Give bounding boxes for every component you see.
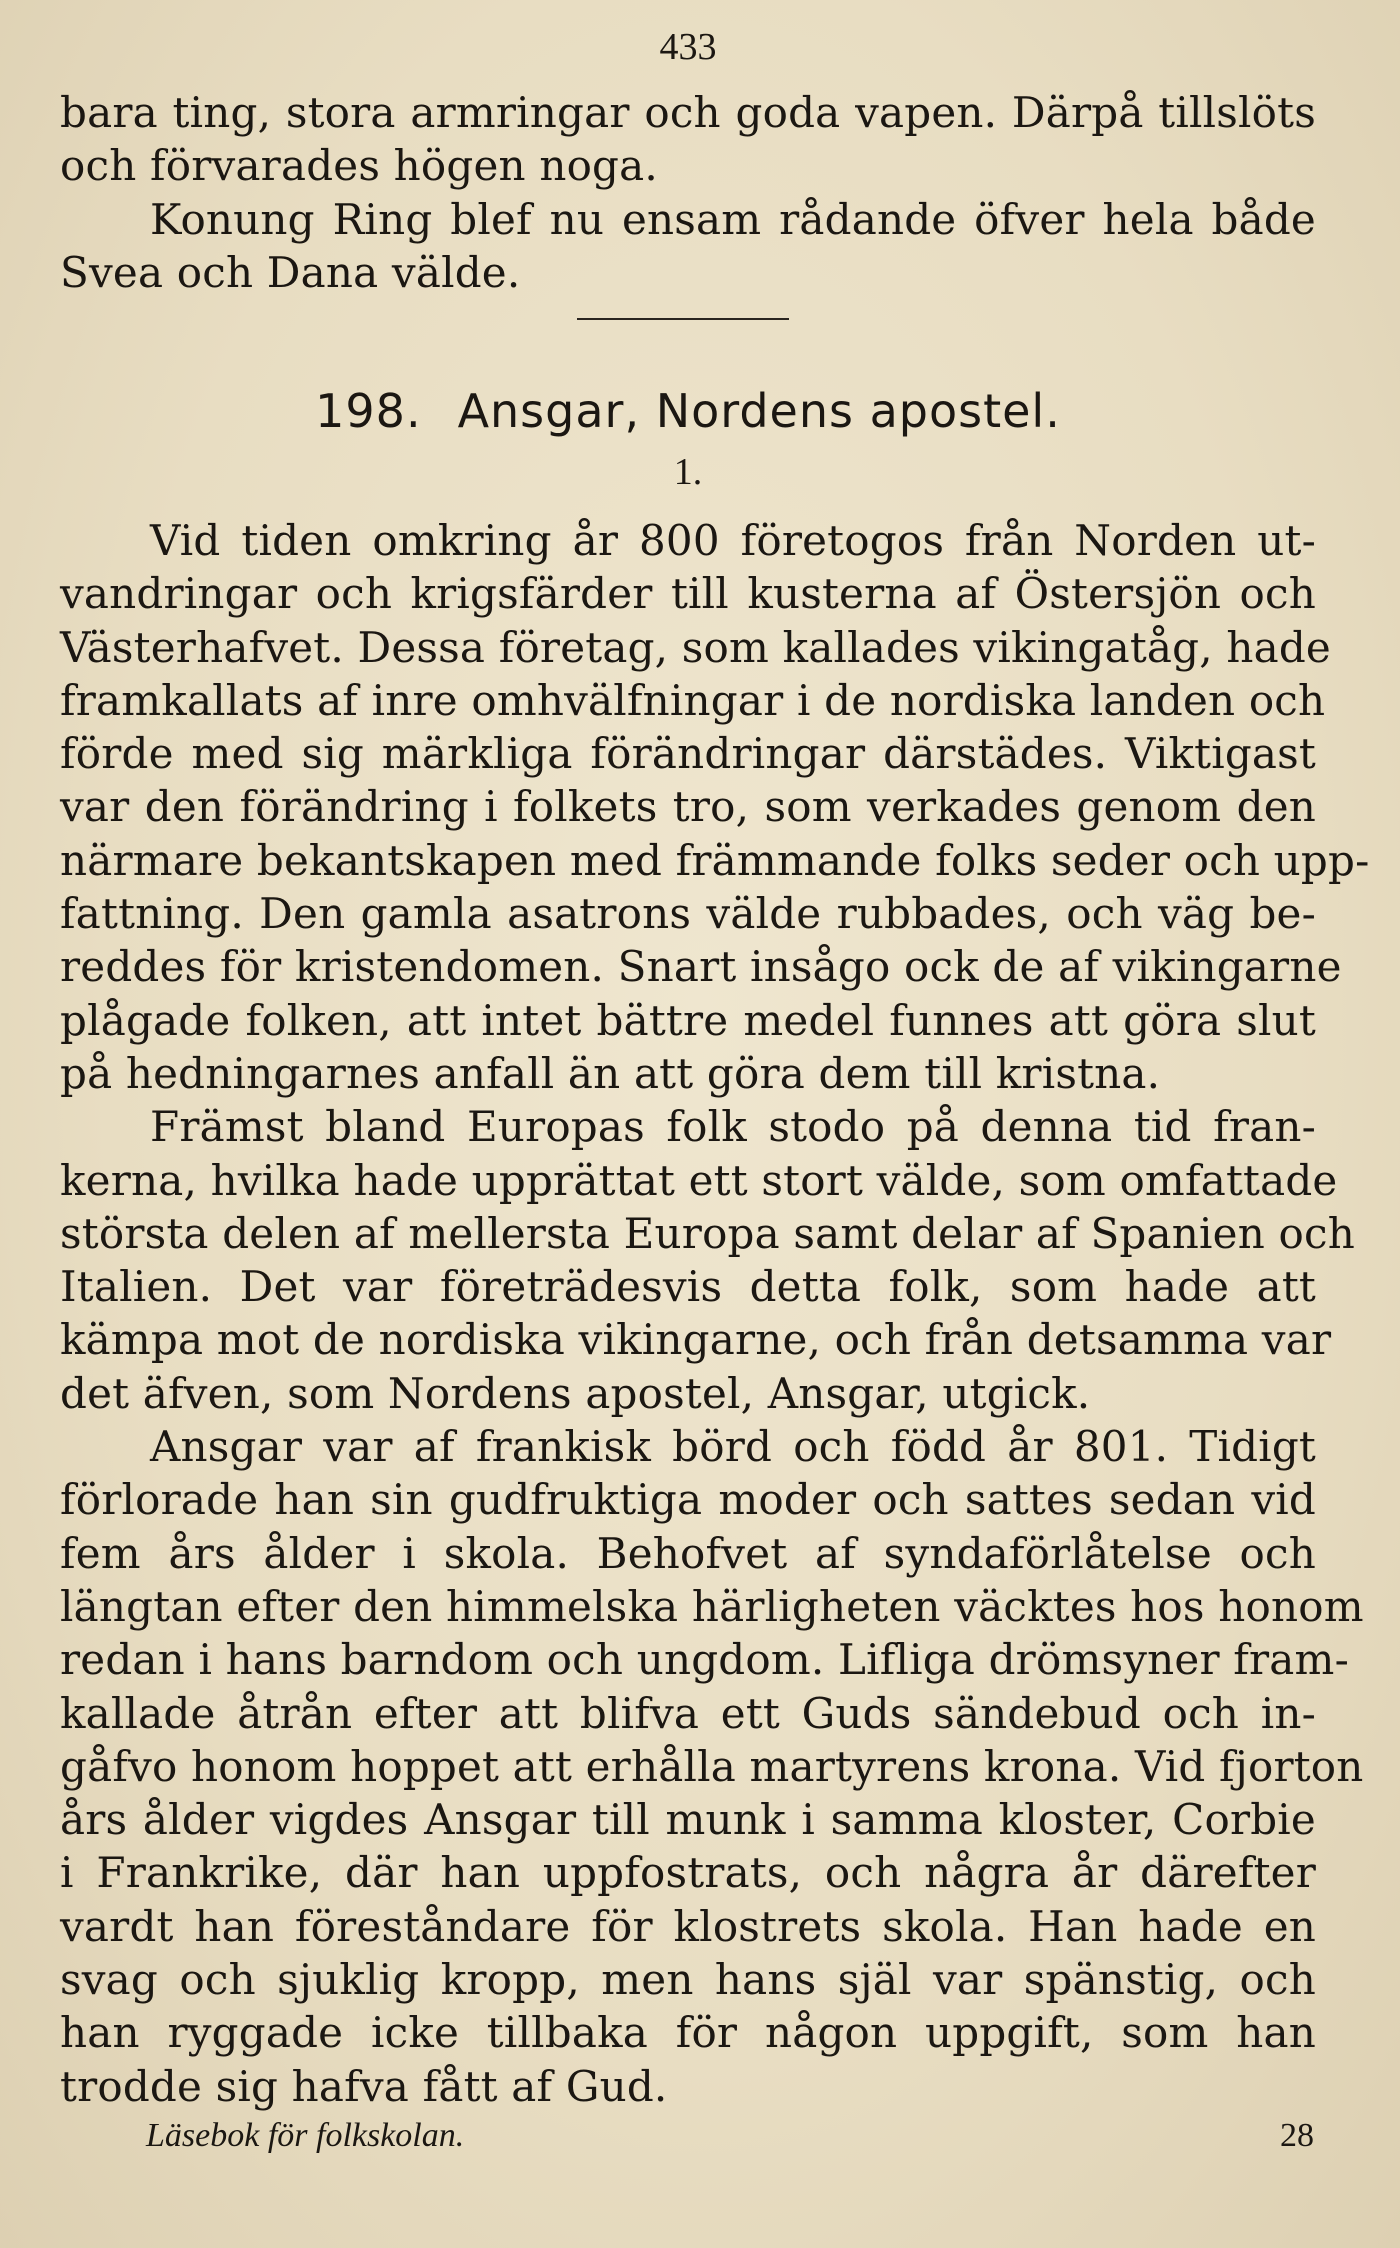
body-line: längtan efter den himmelska härligheten väcktes hos honom — [60, 1581, 1364, 1631]
footer-signature: 28 — [1280, 2117, 1314, 2154]
body-line: förde med sig märkliga förändringar därstädes. Viktigast — [60, 729, 1316, 779]
body-line: kallade åtrån efter att blifva ett Guds sändebud och in- — [60, 1688, 1316, 1738]
intro-line: bara ting, stora armringar och goda vapen. Därpå tillslöts — [60, 88, 1316, 137]
intro-line: och förvarades högen noga. — [60, 141, 658, 191]
page-number: 433 — [659, 26, 717, 68]
body-line: i Frankrike, där han uppfostrats, och några år därefter — [60, 1848, 1316, 1898]
body-line: vandringar och krigsfärder till kusterna af Östersjön och — [60, 569, 1316, 619]
section-number: 198. — [315, 384, 422, 438]
body-line: fem års ålder i skola. Behofvet af syndaförlåtelse och — [60, 1528, 1316, 1578]
body-line: gåfvo honom hoppet att erhålla martyrens krona. Vid fjorton — [60, 1741, 1364, 1791]
section-divider — [577, 318, 789, 320]
body-line: svag och sjuklig kropp, men hans själ var spänstig, och — [60, 1955, 1316, 2005]
subsection-number: 1. — [673, 451, 703, 493]
section-heading — [60, 381, 1316, 441]
body-line: största delen af mellersta Europa samt delar af Spanien och — [60, 1208, 1355, 1258]
body-line: Ansgar var af frankisk börd och född år 801. Tidigt — [150, 1422, 1316, 1472]
body-line: Italien. Det var företrädesvis detta folk, som hade att — [60, 1262, 1316, 1312]
body-line: närmare bekantskapen med främmande folks seder och upp- — [60, 835, 1370, 885]
intro-line: Svea och Dana välde. — [60, 247, 521, 297]
page-footer — [60, 2111, 1316, 2161]
intro-paragraphs — [60, 86, 1316, 299]
body-text — [60, 514, 1370, 2113]
body-line: redan i hans barndom och ungdom. Lifliga drömsyner fram- — [60, 1635, 1349, 1685]
intro-line: Konung Ring blef nu ensam rådande öfver hela både — [150, 194, 1316, 244]
body-line: Västerhafvet. Dessa företag, som kallades vikingatåg, hade — [60, 622, 1331, 672]
body-line: Vid tiden omkring år 800 företogos från Norden ut- — [150, 516, 1316, 565]
body-line: vardt han föreståndare för klostrets skola. Han hade en — [60, 1901, 1316, 1951]
body-line: plågade folken, att intet bättre medel funnes att göra slut — [60, 995, 1316, 1045]
body-line: förlorade han sin gudfruktiga moder och sattes sedan vid — [60, 1475, 1316, 1525]
body-line: framkallats af inre omhvälfningar i de nordiska landen och — [60, 675, 1326, 725]
book-page — [60, 0, 1370, 2248]
body-line: kämpa mot de nordiska vikingarne, och från detsamma var — [60, 1315, 1332, 1365]
body-line: Främst bland Europas folk stodo på denna tid fran- — [150, 1102, 1316, 1152]
body-line: det äfven, som Nordens apostel, Ansgar, utgick. — [60, 1368, 1091, 1418]
body-line: på hedningarnes anfall än att göra dem till kristna. — [60, 1048, 1161, 1098]
body-line: fattning. Den gamla asatrons välde rubbades, och väg be- — [60, 889, 1316, 939]
section-title: Ansgar, Nordens apostel. — [457, 384, 1061, 438]
body-line: trodde sig hafva fått af Gud. — [60, 2061, 668, 2111]
body-line: han ryggade icke tillbaka för någon uppgift, som han — [60, 2008, 1316, 2058]
footer-book-title: Läsebok för folkskolan. — [146, 2117, 465, 2154]
body-line: kerna, hvilka hade upprättat ett stort välde, som omfattade — [60, 1155, 1338, 1205]
body-line: års ålder vigdes Ansgar till munk i samma kloster, Corbie — [60, 1795, 1316, 1845]
body-line: reddes för kristendomen. Snart insågo ock de af vikingarne — [60, 942, 1342, 992]
body-line: var den förändring i folkets tro, som verkades genom den — [60, 782, 1316, 832]
